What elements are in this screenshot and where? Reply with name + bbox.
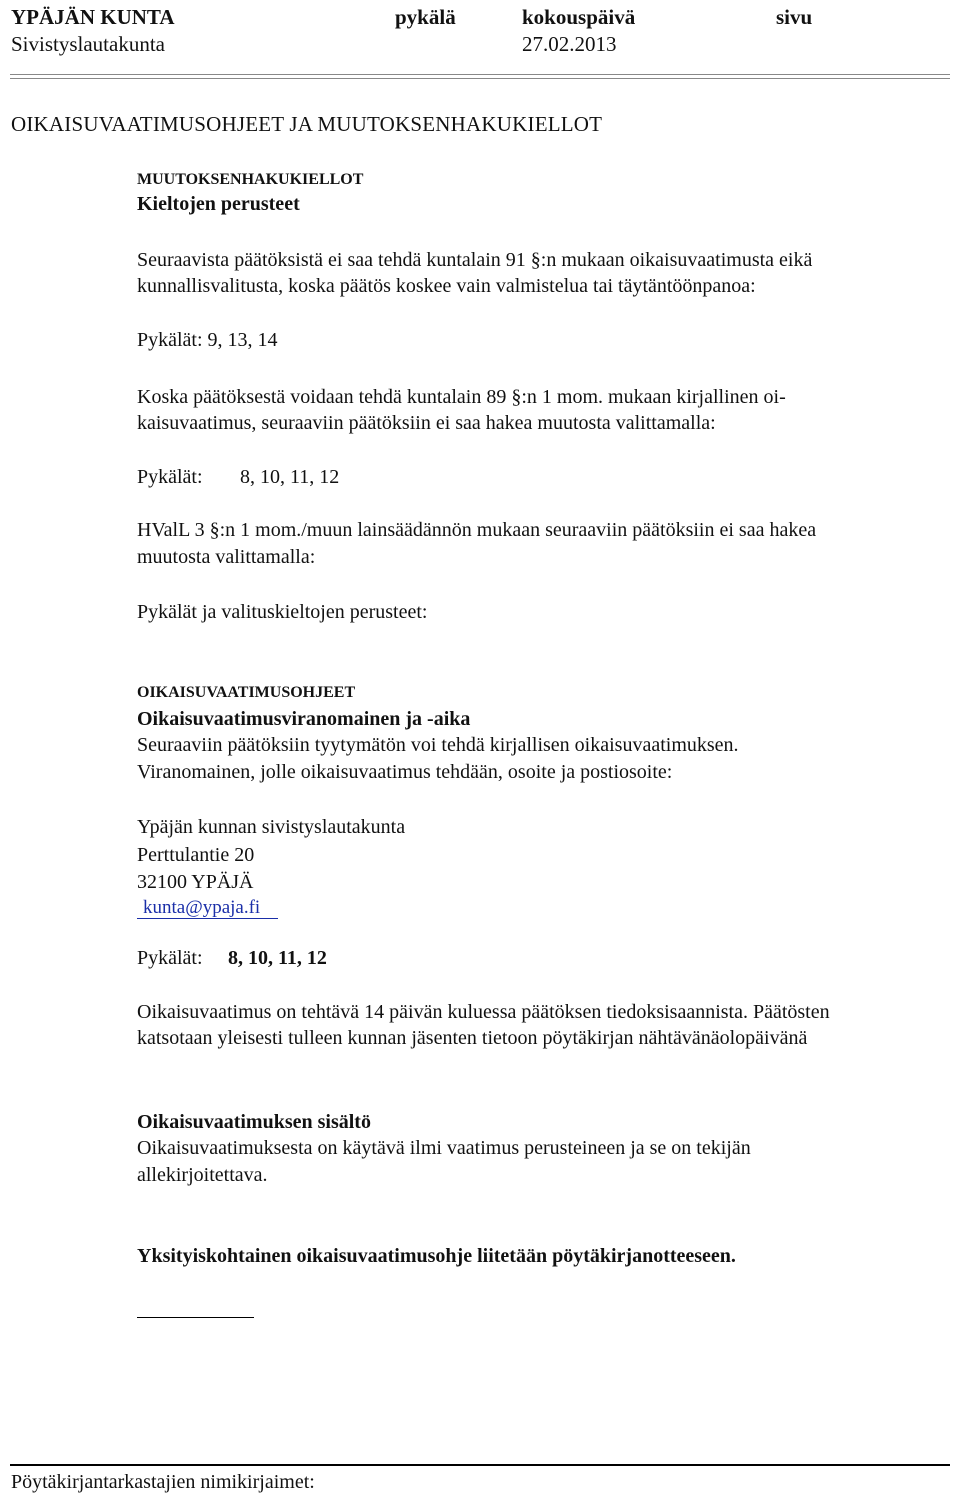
instructions-line-2: Viranomainen, jolle oikaisuvaatimus tehdään, osoite ja postiosoite: <box>137 761 673 783</box>
instructions-heading: OIKAISUVAATIMUSOHJEET <box>137 684 356 701</box>
prohibitions-paragraph-3-line-1: HValL 3 §:n 1 mom./muun lainsäädännön mukaan seuraaviin päätöksiin ei saa hakea <box>137 519 817 541</box>
header-divider <box>10 74 950 79</box>
signature-initials-label: Pöytäkirjantarkastajien nimikirjaimet: <box>11 1471 315 1493</box>
address-street: Perttulantie 20 <box>137 844 255 866</box>
prohibitions-subheading: Kieltojen perusteet <box>137 193 300 215</box>
signature-line <box>137 1317 254 1318</box>
address-postal: 32100 YPÄJÄ <box>137 871 254 893</box>
column-page-label: sivu <box>776 5 813 29</box>
sections-list-1: Pykälät: 9, 13, 14 <box>137 329 278 351</box>
email-link[interactable]: kunta@ypaja.fi <box>143 897 261 918</box>
address-name: Ypäjän kunnan sivistyslautakunta <box>137 816 406 838</box>
municipality-name: YPÄJÄN KUNTA <box>11 5 175 29</box>
column-section-label: pykälä <box>395 5 456 29</box>
prohibitions-paragraph-3-line-2: muutosta valittamalla: <box>137 546 316 568</box>
prohibitions-heading: MUUTOKSENHAKUKIELLOT <box>137 171 364 188</box>
content-line-2: allekirjoitettava. <box>137 1164 268 1186</box>
content-line-1: Oikaisuvaatimuksesta on käytävä ilmi vaatimus perusteineen ja se on tekijän <box>137 1137 751 1159</box>
instructions-subheading: Oikaisuvaatimusviranomainen ja -aika <box>137 708 471 730</box>
sections-list-2-label: Pykälät: <box>137 466 203 488</box>
attached-instructions-note: Yksityiskohtainen oikaisuvaatimusohje liitetään pöytäkirjanotteeseen. <box>137 1245 736 1267</box>
column-date-label: kokouspäivä <box>522 5 636 29</box>
prohibitions-paragraph-2-line-1: Koska päätöksestä voidaan tehdä kuntalain 89 §:n 1 mom. mukaan kirjallinen oi- <box>137 386 786 408</box>
sections-list-2-values: 8, 10, 11, 12 <box>240 466 340 488</box>
prohibitions-paragraph-2-line-2: kaisuvaatimus, seuraaviin päätöksiin ei saa hakea muutosta valittamalla: <box>137 412 716 434</box>
prohibitions-paragraph-1-line-2: kunnallisvalitusta, koska päätös koskee vain valmistelua tai täytäntöönpanoa: <box>137 275 756 297</box>
prohibitions-paragraph-1-line-1: Seuraavista päätöksistä ei saa tehdä kuntalain 91 §:n mukaan oikaisuvaatimusta eikä <box>137 249 813 271</box>
prohibitions-paragraph-4: Pykälät ja valituskieltojen perusteet: <box>137 601 428 623</box>
time-limit-line-2: katsotaan yleisesti tulleen kunnan jäsenten tietoon pöytäkirjan nähtävänäolopäivänä <box>137 1027 808 1049</box>
footer-divider <box>10 1464 950 1466</box>
board-name: Sivistyslautakunta <box>11 32 165 56</box>
instructions-sections-label: Pykälät: <box>137 947 203 969</box>
instructions-line-1: Seuraaviin päätöksiin tyytymätön voi tehdä kirjallisen oikaisuvaatimuksen. <box>137 734 739 756</box>
content-heading: Oikaisuvaatimuksen sisältö <box>137 1111 371 1133</box>
page-title: OIKAISUVAATIMUSOHJEET JA MUUTOKSENHAKUKIELLOT <box>11 112 603 136</box>
instructions-sections-values: 8, 10, 11, 12 <box>228 947 327 969</box>
time-limit-line-1: Oikaisuvaatimus on tehtävä 14 päivän kuluessa päätöksen tiedoksisaannista. Päätösten <box>137 1001 830 1023</box>
email-underline <box>137 918 278 919</box>
meeting-date: 27.02.2013 <box>522 32 617 56</box>
